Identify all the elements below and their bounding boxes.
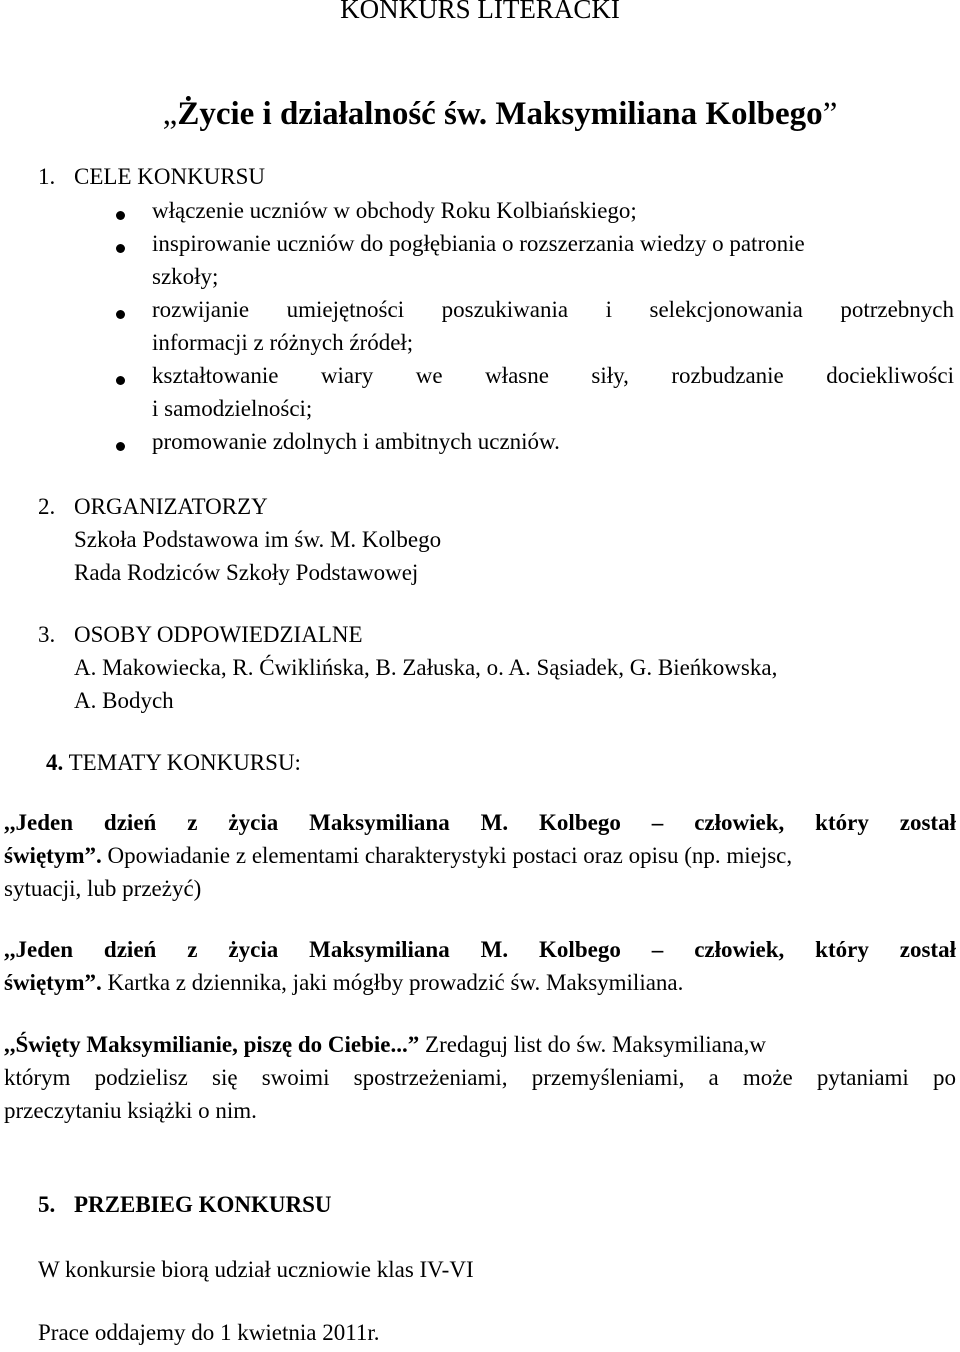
contest-label: KONKURS LITERACKI [340,0,620,24]
topic-3-line-1: ,,Święty Maksymilianie, piszę do Ciebie...” Zredaguj list do św. Maksymiliana,w [4,1032,766,1057]
section-3-heading [38,622,363,648]
bullet-icon [116,211,125,220]
goal-5: promowanie zdolnych i ambitnych uczniów. [152,429,560,454]
goal-2-line-2: szkoły; [152,264,219,289]
topic-1-line-2: świętym”. Opowiadanie z elementami charakterystyki postaci oraz opisu (np. miejsc, [4,843,793,868]
section-2-number: 2. [38,494,56,519]
section-5-heading [38,1192,332,1218]
topic-2-line-2: świętym”. Kartka z dziennika, jaki mógłby prowadzić św. Maksymiliana. [4,970,684,995]
section-1-heading [38,164,265,190]
responsible-persons-line-2: A. Bodych [74,688,174,713]
section-5-number: 5. [38,1192,56,1217]
topic-3-line-2: którym podzielisz się swoimi spostrzeżeniami, przemyśleniami, a może pytaniami po [4,1065,956,1090]
goal-3-line-2: informacji z różnych źródeł; [152,330,414,355]
section-4-title: TEMATY KONKURSU: [68,750,301,775]
participants-info: W konkursie biorą udział uczniowie klas IV-VI [38,1257,474,1282]
goal-4-line-1: kształtowanie wiary we własne siły, rozbudzanie dociekliwości [152,363,954,388]
goal-2-line-1: inspirowanie uczniów do pogłębiania o rozszerzania wiedzy o patronie [152,231,805,256]
section-2-heading [38,494,268,520]
document-title [0,96,960,133]
organizer-1: Szkoła Podstawowa im św. M. Kolbego [74,527,442,552]
section-3-number: 3. [38,622,56,647]
deadline-info: Prace oddajemy do 1 kwietnia 2011r. [38,1320,380,1345]
title-open-quote: „ [162,96,178,132]
bullet-icon [116,376,125,385]
section-2-title: ORGANIZATORZY [74,494,268,519]
bullet-icon [116,244,125,253]
title-text: Życie i działalność św. Maksymiliana Kolbego [177,96,823,132]
topic-3-line-3: przeczytaniu książki o nim. [4,1098,257,1123]
goal-1: włączenie uczniów w obchody Roku Kolbiańskiego; [152,198,637,223]
goal-3-line-1: rozwijanie umiejętności poszukiwania i selekcjonowania potrzebnych [152,297,954,322]
bullet-icon [116,442,125,451]
section-3-title: OSOBY ODPOWIEDZIALNE [74,622,363,647]
organizer-2: Rada Rodziców Szkoły Podstawowej [74,560,419,585]
topic-2-line-1: ,,Jeden dzień z życia Maksymiliana M. Kolbego – człowiek, który został [4,937,956,962]
responsible-persons-line-1: A. Makowiecka, R. Ćwiklińska, B. Załuska, o. A. Sąsiadek, G. Bieńkowska, [74,655,778,680]
section-1-number: 1. [38,164,56,189]
section-1-title: CELE KONKURSU [74,164,266,189]
section-4-heading [46,750,301,776]
title-close-quote: ” [822,96,838,132]
bullet-icon [116,310,125,319]
section-5-title: PRZEBIEG KONKURSU [74,1192,332,1217]
section-4-number: 4. [46,750,64,775]
topic-1-line-1: ,,Jeden dzień z życia Maksymiliana M. Kolbego – człowiek, który został [4,810,956,835]
topic-1-line-3: sytuacji, lub przeżyć) [4,876,202,901]
goal-4-line-2: i samodzielności; [152,396,313,421]
